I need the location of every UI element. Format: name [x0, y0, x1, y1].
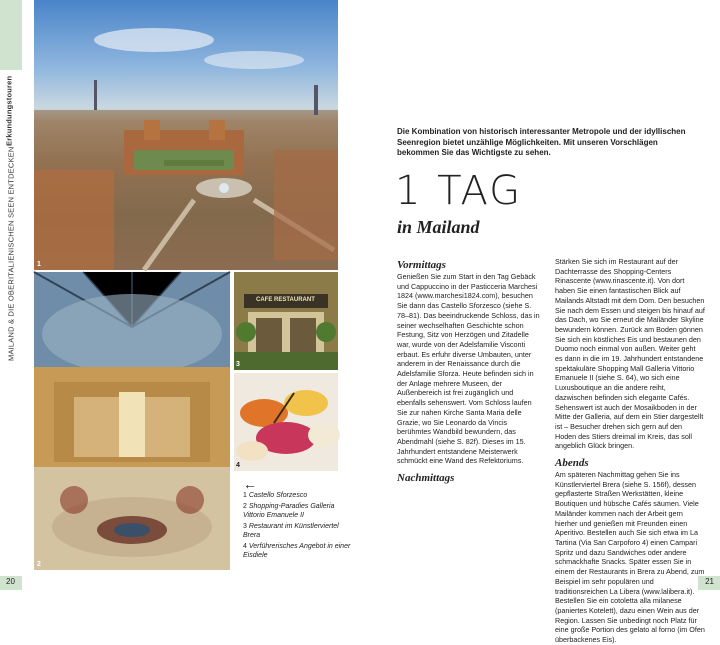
photo-number-4: 4	[236, 462, 240, 469]
section-heading-nachmittags: Nachmittags	[397, 472, 455, 485]
galleria-illustration	[34, 272, 230, 570]
intro-text: Die Kombination von historisch interessanter Metropole und der idyllischen Seenregion bietet unzählige Möglichkeiten. Mit unseren Vorschlägen bekommen Sie das Wichtigste zu sehen.	[397, 127, 686, 157]
chapter-label-regular: MAILAND & DIE OBERITALIENISCHEN SEEN ENTDECKEN	[6, 146, 16, 361]
photo-castello-sforzesco	[34, 0, 338, 270]
section-text-vormittags: Genießen Sie zum Start in den Tag Gebäck und Cappuccino in der Pasticceria Marchesi 1824 (www.marchesi1824.com), besuchen Sie dann das Castello Sforzesco (siehe S. 78–81). Das beeindruckende Schloss, das in seiner wechselhaften Geschichte schon Festung, Sitz von Herzögen und Zitadelle war, wurde von der Adelsfamilie Visconti erbaut. Es erfuhr diverse Umbauten, unter anderem in der Renaissance durch die Adelsfamilie Sforza. Heute befinden sich in der Anlage mehrere Museen, der Außenbereich ist frei zugänglich und ebenfalls sehenswert. Vom Schloss laufen Sie zur nahen Kirche Santa Maria delle Grazie, wo Sie Leonardo da Vincis berühmtes Wandbild bewundern, das Abendmahl (siehe S. 82f). Dieses im 15. Jahrhundert entstandene Meisterwerk schmückt eine Wand des Refektoriums.	[397, 272, 540, 466]
page-number-right: 21	[705, 577, 714, 586]
caption-item	[243, 491, 353, 500]
cafe-sign-text: CAFE RESTAURANT	[256, 297, 315, 303]
caption-item	[243, 522, 353, 540]
photo-captions	[243, 476, 353, 562]
photo-number-1: 1	[37, 261, 41, 268]
chapter-tab	[0, 0, 22, 70]
caption-item	[243, 502, 353, 520]
column-right	[555, 257, 705, 645]
arrow-left-icon: ←	[243, 476, 257, 492]
right-page	[360, 0, 720, 645]
photo-cafe-restaurant	[234, 272, 338, 370]
page-subtitle: in Mailand	[397, 217, 480, 237]
section-heading-vormittags: Vormittags	[397, 259, 446, 271]
caption-text: Shopping-Paradies Galleria Vittorio Emanuele II	[243, 503, 335, 519]
cafe-illustration	[234, 272, 338, 370]
chapter-label	[4, 76, 18, 361]
photo-galleria	[34, 272, 230, 570]
section-text-nachmittags: Stärken Sie sich im Restaurant auf der Dachterrasse des Shopping-Centers Rinascente (www.rinascente.it). Von dort haben Sie einen fantastischen Blick auf Mailands Altstadt mit dem Dom. Den besuchen Sie nach dem Essen und steigen bis hinauf auf das Dach, wo Sie erneut die Mailänder Skyline bewundern können. Zurück am Boden gönnen Sie sich ein köstliches Eis und bestaunen den Duomo noch einmal von außen. Weiter geht es dann in die im 19. Jahrhundert entstandene spektakuläre Shopping Mall Galleria Vittorio Emanuele II (siehe S. 64), wo sich eine Luxusboutique an die andere reiht, dazwischen befinden sich elegante Cafés. Sehenswert ist auch der Mosaikboden in der Mitte der Galleria, auf dem ein Stier dargestellt ist – Besucher drehen sich gern auf den Hoden des Stiers dreimal im Kreis, das soll angeblich Glück bringen.	[555, 257, 705, 451]
page-number-left: 20	[6, 577, 15, 586]
photo-gelato	[234, 373, 338, 471]
caption-number: 4	[243, 543, 247, 550]
photo-number-3: 3	[236, 361, 240, 368]
caption-text: Castello Sforzesco	[248, 492, 308, 499]
caption-number: 2	[243, 503, 247, 510]
chapter-label-bold: Erkundungstouren	[4, 76, 14, 147]
castle-aerial-illustration	[34, 0, 338, 270]
caption-text: Restaurant im Künstlerviertel Brera	[243, 523, 339, 539]
section-text-abends: Am späteren Nachmittag gehen Sie ins Künstlerviertel Brera (siehe S. 156f), dessen gepflasterte Straßen Werkstätten, kleine Boutiquen und hübsche Cafés säumen. Viele Mailänder kommen nach der Arbeit gern hierher und genießen mit Freunden einen Aperitivo. Bestellen auch Sie sich etwa im La Tartina (Via San Carpoforo 4) einen Campari Spritz und dazu Sandwiches oder andere schmackhafte Snacks. Später essen Sie in einem der Restaurants in Brera zu Abend, zum Beispiel im sehr populären und traditionsreichen La Libera (www.lalibera.it). Bestellen Sie ein cotoletta alla milanese (paniertes Kotelett), dazu einen Wein aus der Region. Lassen Sie unbedingt noch Platz für eine große Portion des gelato al forno (im Ofen überbackenes Eis).	[555, 470, 705, 645]
photo-number-2: 2	[37, 561, 41, 568]
gelato-illustration	[234, 373, 338, 471]
caption-text: Verführerisches Angebot in einer Eisdiele	[243, 543, 351, 559]
page-title: 1 TAG	[395, 168, 523, 214]
caption-number: 3	[243, 523, 247, 530]
caption-number: 1	[243, 492, 247, 499]
section-heading-abends: Abends	[555, 457, 589, 470]
caption-item	[243, 542, 353, 560]
column-left	[397, 257, 543, 485]
left-page	[0, 0, 360, 590]
